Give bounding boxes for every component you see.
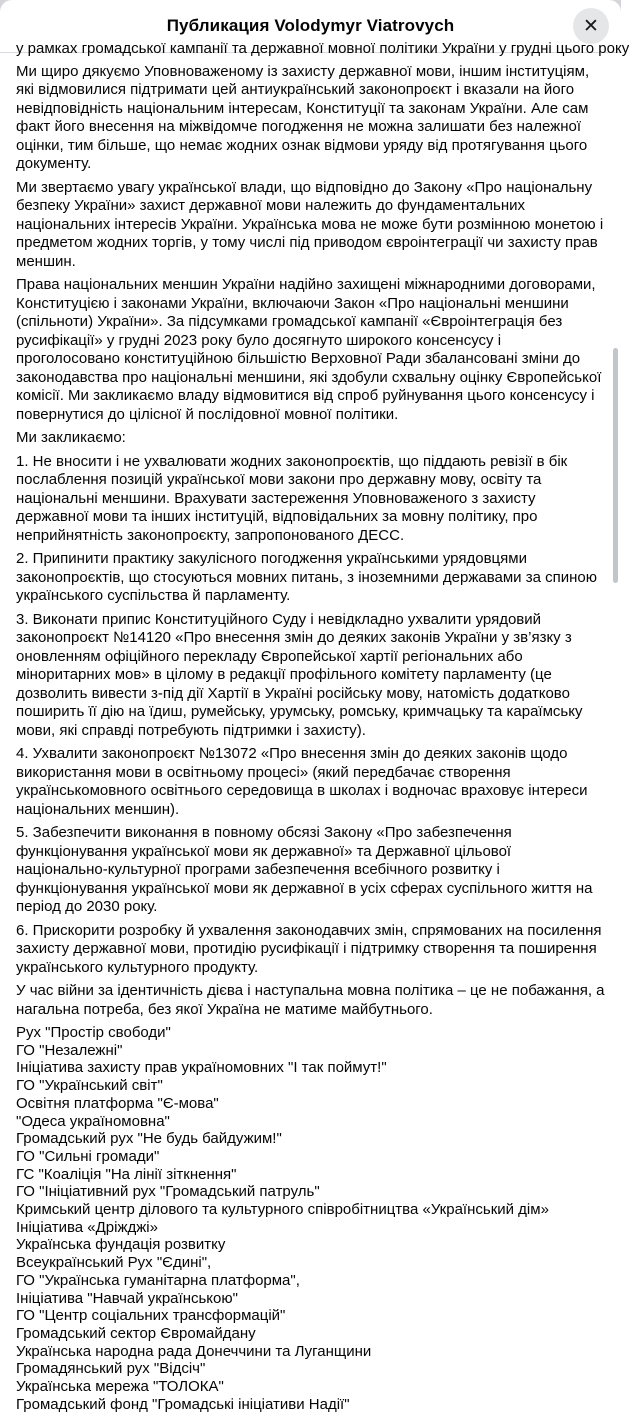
post-paragraph: 3. Виконати припис Конституційного Суду і невідкладно ухвалити урядовий законопроєкт №14120 «Про внесення змін до деяких законів України у зв’язку з оновленням офіційного перекладу Європейської хартії регіональних або міноритарних мов» в цілому в редакції профільного комітету парламенту (це дозволить вивести з-під дії Хартії в Україні російську мову, натомість додатково поширить її дію на їдиш, румейську, урумську, ромську, кримчацьку та караїмську мови, які справді потребують підтримки і захисту). — [16, 610, 583, 739]
signatory-line: Всеукраїнський Рух "Єдині", — [16, 1254, 212, 1272]
post-paragraph: 2. Припинити практику закулісного погодження українськими урядовцями законопроєктів, що стосуються мовних питань, з іноземними державами за спиною українського суспільства й парламенту. — [16, 550, 597, 604]
signatories-list — [16, 1024, 605, 1413]
post-paragraph: Ми щиро дякуємо Уповноваженому із захисту державної мови, іншим інституціям, які відмовилися підтримати цей антиукраїнський законопроєкт і вказали на його невідповідність національним інтересам, Конституції та законам України. Але сам факт його внесення на міжвідомче погодження не можна залишати без належної оцінки, тим більше, що немає жодних ознак відмови уряду від протягування цього документу. — [16, 62, 590, 172]
clipped-text-top: у рамках громадської кампанії та державної мовної політики України у грудні цього року — [16, 40, 629, 57]
signatory-line: Громадський фонд "Громадські ініціативи Надії" — [16, 1395, 350, 1413]
post-content-scroll[interactable] — [0, 40, 629, 1413]
signatory-line: Ініціатива захисту прав україномовних "І так поймут!" — [16, 1059, 387, 1077]
signatory-line: Громадський сектор Євромайдану — [16, 1324, 256, 1342]
post-paragraph: Ми закликаємо: — [16, 429, 126, 446]
signatory-line: Освітня платформа "Є-мова" — [16, 1094, 219, 1112]
dialog-title: Публикация Volodymyr Viatrovych — [166, 16, 455, 35]
post-paragraph: Права національних меншин України надійно захищені міжнародними договорами, Конституцією і законами України, включаючи Закон «Про національні меншини (спільноти) України». За підсумками громадської кампанії «Євроінтеграція без русифікації» у грудні 2023 року було досягнуто широкого консенсусу і проголосовано конституційною більшістю Верховної Ради збалансовані зміни до законодавства про національні меншини, які здобули схвальну оцінку Європейської комісії. Ми закликаємо владу відмовитися від спроб руйнування цього консенсусу і повернутися до цілісної й послідовної мовної політики. — [16, 276, 602, 423]
signatory-line: ГО "Сильні громади" — [16, 1147, 160, 1165]
signatory-line: ГО "Українська гуманітарна платформа", — [16, 1271, 300, 1289]
signatory-line: ГО "Український світ" — [16, 1077, 163, 1095]
signatory-line: "Одеса україномовна" — [16, 1112, 170, 1130]
signatory-line: Громадський рух "Не будь байдужим!" — [16, 1130, 282, 1148]
signatory-line: Кримський центр ділового та культурного співробітництва «Український дім» — [16, 1201, 549, 1219]
post-paragraph: 5. Забезпечити виконання в повному обсязі Закону «Про забезпечення функціонування української мови як державної» та Державної цільової національно-культурної програми забезпечення всебічного розвитку і функціонування української мови як державної в усіх сферах суспільного життя на період до 2030 року. — [16, 824, 593, 915]
scrollbar-thumb[interactable] — [613, 348, 618, 583]
post-paragraph: 6. Прискорити розробку й ухвалення законодавчих змін, спрямованих на посилення захисту державної мови, протидію русифікації і підтримку створення та поширення українського культурного продукту. — [16, 921, 602, 976]
post-paragraph: 1. Не вносити і не ухвалювати жодних законопроєктів, що піддають ревізії в бік послаблення позицій української мови закони про державну мову, освіту та національні меншини. Врахувати застереження Уповноваженого з захисту державної мови та інших інституцій, відповідальних за мовну політику, про неприйнятність законопроєкту, запропонованого ДЕСС. — [16, 452, 568, 544]
signatory-line: Громадянський рух "Відсіч" — [16, 1360, 206, 1378]
post-paragraph: Ми звертаємо увагу української влади, що відповідно до Закону «Про національну безпеку України» захист державної мови належить до фундаментальних національних інтересів України. Українська мова не може бути розмінною монетою і предметом жодних торгів, у тому числі під приводом євроінтеграції чи захисту прав меншин. — [16, 178, 604, 270]
signatory-line: Українська народна рада Донеччини та Луганщини — [16, 1342, 372, 1360]
post-paragraph: У час війни за ідентичність дієва і наступальна мовна політика – це не побажання, а нагальна потреба, без якої Україна не матиме майбутнього. — [16, 982, 605, 1018]
signatory-line: Рух "Простір свободи" — [16, 1024, 171, 1041]
close-button[interactable] — [573, 8, 609, 44]
signatory-line: Ініціатива «Дріжджі» — [16, 1218, 158, 1236]
post-paragraphs — [16, 63, 605, 1020]
signatory-line: ГС "Коаліція "На лінії зіткнення" — [16, 1165, 237, 1183]
signatory-line: ГО "Незалежні" — [16, 1041, 123, 1059]
signatory-line: Ініціатива "Навчай українською" — [16, 1289, 238, 1307]
signatory-line: ГО "Центр соціальних трансформацій" — [16, 1307, 286, 1325]
signatory-line: Українська мережа "ТОЛОКА" — [16, 1378, 224, 1396]
post-paragraph: 4. Ухвалити законопроєкт №13072 «Про внесення змін до деяких законів щодо використання мови в освітньому процесі» (який передбачає створення українськомовного освітнього середовища в школах і водночас враховує інтереси національних меншин). — [16, 745, 588, 818]
signatory-line: ГО "Ініціативний рух "Громадський патруль" — [16, 1183, 320, 1201]
signatory-line: Українська фундація розвитку — [16, 1236, 226, 1254]
close-icon: ✕ — [583, 15, 599, 37]
